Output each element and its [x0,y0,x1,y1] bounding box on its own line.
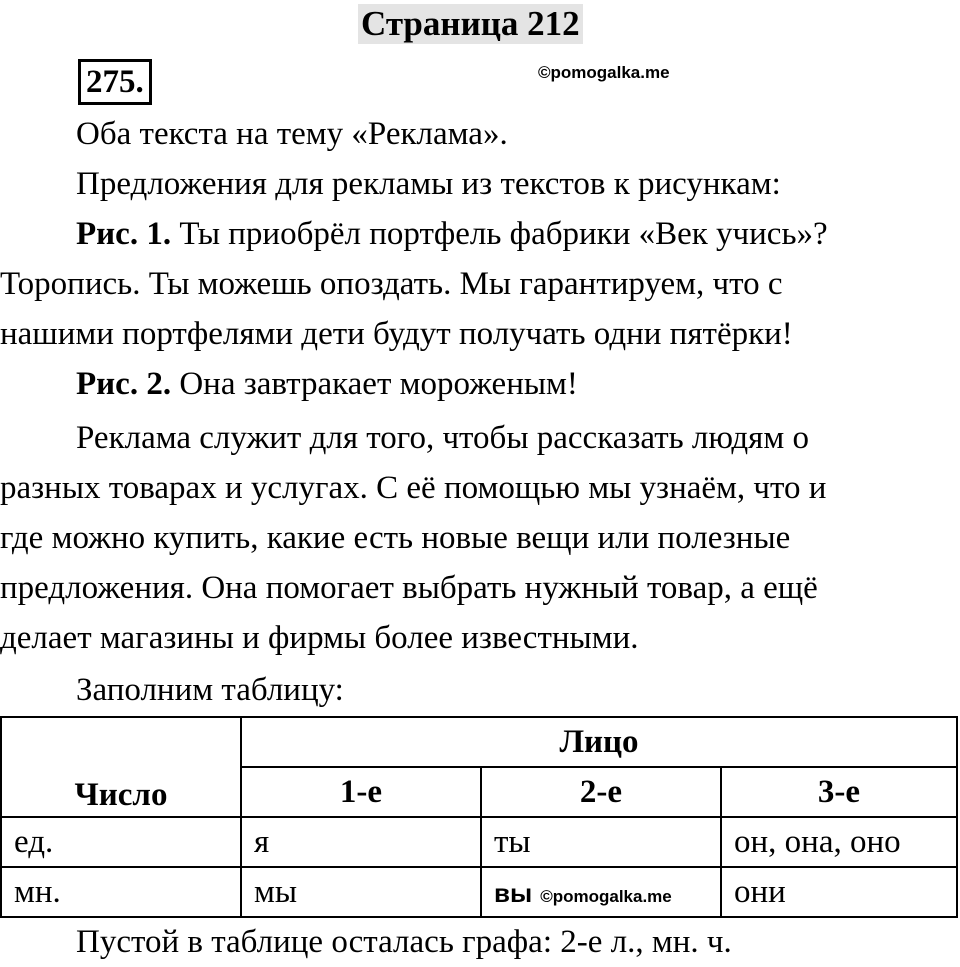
grammar-table [0,716,958,918]
table-cell-vy [481,867,721,917]
header-person-2: 2-е [481,767,721,817]
cell-vy-text: вы [494,877,533,908]
fig1-line-2: Торопись. Ты можешь опоздать. Мы гарантируем, что с [0,266,783,302]
fig2-label: Рис. 2. [76,366,172,402]
table-cell: ты [481,817,721,867]
fig1-line-3: нашими портфелями дети будут получать одни пятёрки! [0,316,793,352]
header-person: Лицо [241,717,957,767]
header-number: Число [1,717,241,817]
table-cell: он, она, оно [721,817,957,867]
para-line-2: разных товарах и услугах. С её помощью мы узнаём, что и [0,470,827,506]
header-person-1: 1-е [241,767,481,817]
table-row [1,817,957,867]
watermark-cell: ©pomogalka.me [540,886,672,906]
conclusion-line: Пустой в таблице осталась графа: 2-е л., мн. ч. [76,924,732,960]
row-label: мн. [1,867,241,917]
table-cell: я [241,817,481,867]
fig2-line [76,364,578,404]
fig1-text: Ты приобрёл портфель фабрики «Век учись»? [171,216,828,252]
text-line-sentences-intro: Предложения для рекламы из текстов к рисункам: [76,166,781,202]
para-line-4: предложения. Она помогает выбрать нужный товар, а ещё [0,570,818,606]
para-line-3: где можно купить, какие есть новые вещи или полезные [0,520,791,556]
row-label: ед. [1,817,241,867]
task-number: 275. [78,59,152,105]
table-cell: мы [241,867,481,917]
watermark-top: ©pomogalka.me [538,63,670,82]
fig2-text: Она завтракает мороженым! [171,366,578,402]
table-intro: Заполним таблицу: [76,672,344,708]
header-person-3: 3-е [721,767,957,817]
para-line-5: делает магазины и фирмы более известными. [0,620,639,656]
fig1-label: Рис. 1. [76,216,172,252]
table-row [1,867,957,917]
page-title: Страница 212 [358,4,583,44]
table-cell: они [721,867,957,917]
fig1-line [76,214,828,254]
para-line-1: Реклама служит для того, чтобы рассказать людям о [76,420,809,456]
text-line-topic: Оба текста на тему «Реклама». [76,116,508,152]
